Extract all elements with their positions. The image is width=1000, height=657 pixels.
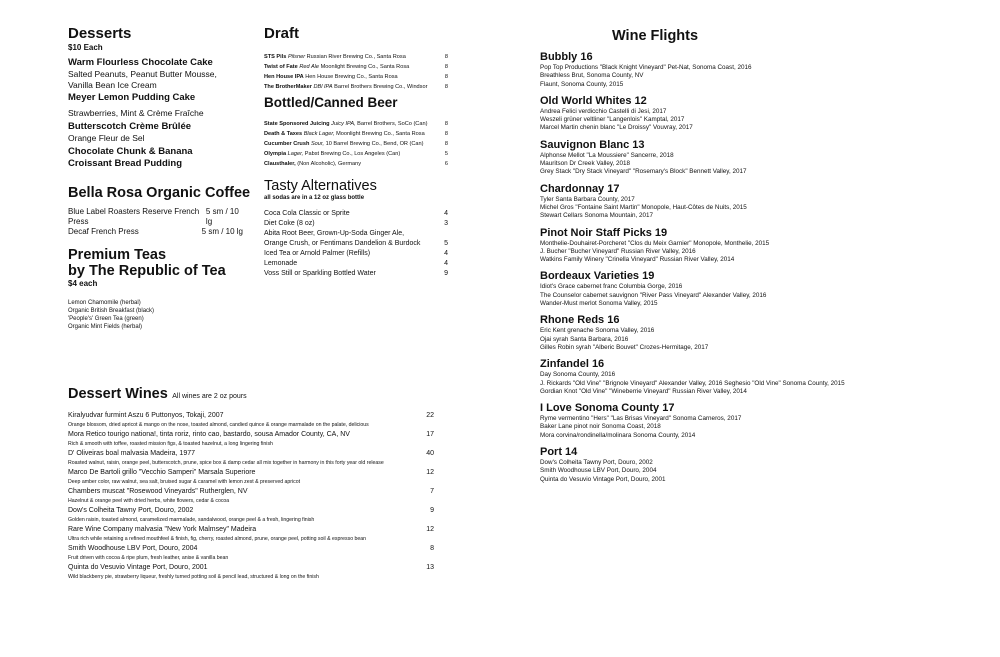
bottled-item [264,129,448,139]
brewery: Pabst Brewing Co., Los Angeles (Can) [304,151,401,157]
coffee-name: Decaf French Press [68,227,139,236]
flight-name: Bordeaux Varieties 19 [540,270,655,283]
beer-name: State Sponsored Juicing [264,121,330,127]
flight-name: Old World Whites 12 [540,94,647,107]
flight-wine: Quinta do Vesuvio Vintage Port, Douro, 2001 [540,475,666,483]
brewery: Barrel Brothers Brewing Co., Windsor [334,84,428,90]
flight-wine: Mauritson Dr Creek Valley, 2018 [540,160,631,168]
flight [540,402,840,440]
coffee-price: 5 sm / 10 lg [201,227,243,236]
draft-item [264,72,448,82]
bottled-item [264,149,448,159]
wine-flights-list [540,51,845,484]
teas-price-note: $4 each [68,279,98,288]
flight [540,314,840,352]
flight-name: Pinot Noir Staff Picks 19 [540,226,668,239]
dessert-wine-price: 12 [426,526,434,533]
alt-name: Diet Coke (8 oz) [264,220,315,227]
dessert-wine-desc: Roasted walnut, raisin, orange peel, butterscotch, prune, spice box & damp cedar all mix together in harmony in this forty year old release [68,460,384,466]
bottled-desc [264,119,427,129]
dessert-wine-item [68,525,434,543]
beer-name: Death & Taxes [264,131,303,137]
alt-price: 4 [444,260,448,267]
beer-style: Red Ale [299,64,320,70]
dessert-wine-desc: Hazelnut & orange peel with dried herbs, white flowers, cedar & cocoa [68,498,230,504]
dessert-wine-price: 9 [430,507,434,514]
flight [540,270,840,308]
dessert-name: Butterscotch Crème Brûlée [68,121,192,132]
beer-price: 8 [444,84,448,90]
draft-desc [264,52,406,62]
dessert-name: Meyer Lemon Pudding Cake [68,92,196,103]
flight [540,358,845,396]
flight-wine: Idiot's Grace cabernet franc Columbia Gorge, 2016 [540,283,683,291]
tea-item: Organic Mint Fields (herbal) [68,324,143,330]
flight [540,183,840,221]
flight-name: Rhone Reds 16 [540,314,620,327]
dessert-wine-desc: Orange blossom, dried apricot & mango on the nose, toasted almond, candied quince & orange marmalade on the palate, delicious [68,422,369,428]
coffee-item [68,227,243,237]
flight-wine: Ryme vermentino "Hers" "Las Brisas Vineyard" Sonoma Carneros, 2017 [540,415,742,423]
dessert-wine-item [68,563,434,581]
flight [540,51,840,89]
alternatives-title: Tasty Alternatives [264,178,377,194]
alt-price: 4 [444,250,448,257]
beer-price: 8 [444,74,448,80]
flight-wine: Ojai syrah Santa Barbara, 2016 [540,335,629,343]
wine-flights-title: Wine Flights [612,28,699,44]
flight-wine: Monthelie-Douhairet-Porcheret "Clos du Meix Garnier" Monopole, Monthelie, 2015 [540,239,770,247]
dessert-wine-item [68,468,434,486]
draft-desc [264,72,398,82]
dessert-name: Croissant Bread Pudding [68,158,183,169]
brewery: Moonlight Brewing Co., Santa Rosa [336,131,425,137]
dessert-wine-desc: Deep amber color, raw walnut, sea salt, bruised sugar & caramel with lemon zest & preserved apricot [68,479,301,485]
dessert-wine-item [68,430,434,448]
flight-name: Bubbly 16 [540,51,593,63]
beer-name: STS Pils [264,54,287,60]
dessert-wine-title: Rare Wine Company malvasia "New York Malmsey" Madeira [68,526,257,533]
dessert-wines-section [68,386,434,582]
dessert-wines-header [68,386,434,405]
tea-item: Lemon Chamomile (herbal) [68,300,141,306]
flight-name: Zinfandel 16 [540,358,605,371]
flight-name: Port 14 [540,446,578,459]
beer-price: 8 [444,121,448,127]
bottled-desc [264,129,425,139]
dessert-wine-title: Dow's Colheita Tawny Port, Douro, 2002 [68,507,194,514]
alt-item [264,219,448,229]
beer-name: Cucumber Crush [264,141,310,147]
alternatives-subtitle: all sodas are in a 12 oz glass bottle [264,195,365,201]
flight [540,446,840,484]
bottled-desc [264,149,400,159]
beer-price: 8 [444,141,448,147]
flight-wine: Day Sonoma County, 2016 [540,371,616,379]
alt-item [264,209,448,219]
desserts-price-note: $10 Each [68,43,103,52]
dessert-wine-price: 7 [430,488,434,495]
bottled-item [264,139,448,149]
coffee-list [68,207,243,237]
dessert-desc: Orange Fleur de Sel [68,133,145,143]
dessert-wine-title: Kiralyudvar furmint Aszu 6 Puttonyos, Tokaji, 2007 [68,412,224,419]
flight-wine: Marcel Martin chenin blanc "Le Droissy" Vouvray, 2017 [540,124,693,132]
beer-name: Hen House IPA [264,74,304,80]
brewery: (Non Alcoholic), Germany [297,161,362,167]
beer-style: DBl IPA [313,84,333,90]
beer-name: The BrotherMaker [264,84,312,90]
beer-price: 8 [444,131,448,137]
dessert-item [68,92,253,119]
coffee-price: 5 sm / 10 lg [205,207,239,226]
flight [540,227,840,265]
dessert-wine-desc: Golden raisin, toasted almond, caramelized marmalade, sandalwood, orange peel & a fresh, lingering finish [68,517,315,523]
draft-desc [264,82,427,92]
brewery: 10 Barrel Brewing Co., Bend, OR (Can) [325,141,424,147]
beer-style: Sour, [310,141,325,147]
dessert-wine-item [68,411,434,429]
draft-item [264,52,448,62]
dessert-wine-item [68,506,434,524]
dessert-desc: Vanilla Bean Ice Cream [68,80,157,90]
alt-name: Orange Crush, or Fentimans Dandelion & Burdock [264,240,421,247]
tea-item: Organic British Breakfast (black) [68,308,155,314]
flight-name: I Love Sonoma County 17 [540,402,675,415]
dessert-wine-desc: Wild blackberry pie, strawberry liqueur, freshly turned potting soil & pencil lead, structured & long on the finish [68,574,319,580]
dessert-wine-price: 40 [426,450,434,457]
dessert-wines-list [68,411,434,581]
dessert-wines-title: Dessert Wines [68,386,168,402]
coffee-title: Bella Rosa Organic Coffee [68,185,251,201]
flight-wine: The Counselor cabernet sauvignon "River Pass Vineyard" Alexander Valley, 2016 [540,291,767,299]
flight-wine: Andrea Felici verdicchio Castelli di Jesi, 2017 [540,107,667,115]
flight-wine: J. Bucher "Bucher Vineyard" Russian River Valley, 2016 [540,247,696,255]
alt-item [264,249,448,259]
alt-name: Abita Root Beer, Grown-Up-Soda Ginger Ale, [264,230,405,237]
dessert-wine-desc: Ultra rich while retaining a refined mouthfeel & finish, fig, cherry, roasted almond, prune, orange peel, potting soil & espresso bean [68,536,367,542]
dessert-wine-price: 12 [426,469,434,476]
bottled-list [264,119,448,169]
left-column [68,26,253,331]
beer-style: Lager, [287,151,304,157]
coffee-item [68,207,243,227]
dessert-wine-item [68,544,434,562]
flight [540,139,840,177]
beer-name: Clausthaler, [264,161,296,167]
bottled-item [264,159,448,169]
desserts-title: Desserts [68,25,132,42]
flight-wine: Flaunt, Sonoma County, 2015 [540,80,624,88]
bottled-desc [264,139,424,149]
alt-item [264,269,448,279]
bottled-desc [264,159,361,169]
flight-wine: Dow's Colheita Tawny Port, Douro, 2002 [540,459,653,467]
alt-price: 9 [444,270,448,277]
dessert-wine-title: Chambers muscat "Rosewood Vineyards" Rutherglen, NV [68,488,248,495]
brewery: Moonlight Brewing Co., Santa Rosa [320,64,410,70]
flight-wine: Watkins Family Winery "Crinella Vineyard" Russian River Valley, 2014 [540,256,735,264]
flight-name: Sauvignon Blanc 13 [540,138,645,151]
dessert-wine-desc: Fruit driven with cocoa & ripe plum, fresh leather, anise & vanilla bean [68,555,229,561]
flight-wine: Wander-Must merlot Sonoma Valley, 2015 [540,300,658,308]
alt-price: 4 [444,210,448,217]
brewery: Hen House Brewing Co., Santa Rosa [305,74,398,80]
beer-style: Juicy IPA, [331,121,356,127]
teas-title-1: Premium Teas [68,247,167,263]
flight-wine: J. Rickards "Old Vine" "Brignole Vineyard" Alexander Valley, 2016 Seghesio "Old Vine" Sonoma County, 2015 [540,379,845,387]
dessert-desc: Salted Peanuts, Peanut Butter Mousse, [68,69,217,79]
flight-wine: Alphonse Mellot "La Moussiere" Sancerre, 2018 [540,151,674,159]
flight-wine: Michel Gros "Fontaine Saint Martin" Monopole, Haut-Côtes de Nuits, 2015 [540,203,747,211]
flight-wine: Mora corvina/rondinella/molinara Sonoma County, 2014 [540,431,696,439]
dessert-wine-price: 8 [430,545,434,552]
dessert-wine-desc: Rich & smooth with toffee, roasted mission figs, & toasted hazelnut, a long lingering finish [68,441,273,447]
beer-name: Twist of Fate [264,64,298,70]
bottled-item [264,119,448,129]
flight-wine: Weszeli grüner veltliner "Langenlois" Kamptal, 2017 [540,116,685,124]
dessert-wine-title: D' Oliveiras boal malvasia Madeira, 1977 [68,450,196,457]
dessert-wine-title: Mora Retico tourigo nationa!, tinta roriz, rinto cao, bastardo, sousa Amador County, CA, NV [68,431,350,438]
dessert-item [68,121,253,144]
beer-name: Olympia [264,151,287,157]
alt-name: Voss Still or Sparkling Bottled Water [264,270,376,277]
dessert-name: Warm Flourless Chocolate Cake [68,57,213,68]
dessert-wine-price: 17 [426,431,434,438]
beer-price: 8 [444,54,448,60]
flight-wine: Breathless Brut, Sonoma County, NV [540,72,644,80]
flight-wine: Gilles Robin syrah "Alberic Bouvet" Crozes-Hermitage, 2017 [540,343,709,351]
dessert-wine-item [68,449,434,467]
beer-price: 5 [444,151,448,157]
alt-item [264,259,448,269]
alt-name: Iced Tea or Arnold Palmer (Refills) [264,250,371,257]
dessert-item [68,146,253,170]
alt-price: 5 [444,240,448,247]
wine-flights-section [540,28,845,484]
flight-wine: Eric Kent grenache Sonoma Valley, 2016 [540,327,655,335]
draft-item [264,62,448,72]
flight-wine: Gordian Knot "Old Vine" "Wineberrie Vineyard" Russian River Valley, 2014 [540,387,747,395]
beer-price: 6 [444,161,448,167]
draft-title: Draft [264,25,300,42]
flight-name: Chardonnay 17 [540,182,620,195]
tea-item: 'People's' Green Tea (green) [68,316,144,322]
beer-style: Pilsner [287,54,306,60]
dessert-name: Chocolate Chunk & Banana [68,146,193,157]
flight-wine: Pop Top Productions "Black Knight Vineyard" Pet-Nat, Sonoma Coast, 2016 [540,64,752,71]
flight-wine: Baker Lane pinot noir Sonoma Coast, 2018 [540,423,661,431]
tea-list [68,299,253,331]
flight-wine: Stewart Cellars Sonoma Mountain, 2017 [540,212,654,220]
dessert-wine-title: Marco De Bartoli grillo "Vecchio Samperi" Marsala Superiore [68,469,256,476]
dessert-wine-item [68,487,434,505]
flight-wine: Grey Stack "Dry Stack Vineyard" "Rosemary's Block" Bennett Valley, 2017 [540,168,747,176]
draft-desc [264,62,409,72]
beer-style: Black Lager, [303,131,335,137]
middle-column [264,26,448,279]
dessert-wine-price: 13 [426,564,434,571]
draft-list [264,52,448,92]
flight [540,95,840,133]
flight-wine: Tyler Santa Barbara County, 2017 [540,195,635,203]
dessert-wine-price: 22 [426,412,434,419]
dessert-item [68,57,253,91]
alt-name: Lemonade [264,260,298,267]
bottled-title: Bottled/Canned Beer [264,95,398,110]
flight-wine: Smith Woodhouse LBV Port, Douro, 2004 [540,467,657,475]
alt-item [264,229,448,239]
beer-price: 8 [444,64,448,70]
brewery: Russian River Brewing Co., Santa Rosa [306,54,406,60]
teas-title-2: by The Republic of Tea [68,263,226,279]
brewery: Barrel Brothers, SoCo (Can) [357,121,428,127]
alternatives-list [264,209,448,279]
alt-name: Coca Cola Classic or Sprite [264,210,350,217]
coffee-name: Blue Label Roasters Reserve French Press [68,207,200,226]
dessert-wine-title: Quinta do Vesuvio Vintage Port, Douro, 2001 [68,564,208,571]
alt-price: 3 [444,220,448,227]
dessert-wine-title: Smith Woodhouse LBV Port, Douro, 2004 [68,545,198,552]
draft-item [264,82,448,92]
alt-item [264,239,448,249]
dessert-desc: Strawberries, Mint & Crème Fraîche [68,108,204,118]
dessert-wines-note: All wines are 2 oz pours [172,393,247,400]
